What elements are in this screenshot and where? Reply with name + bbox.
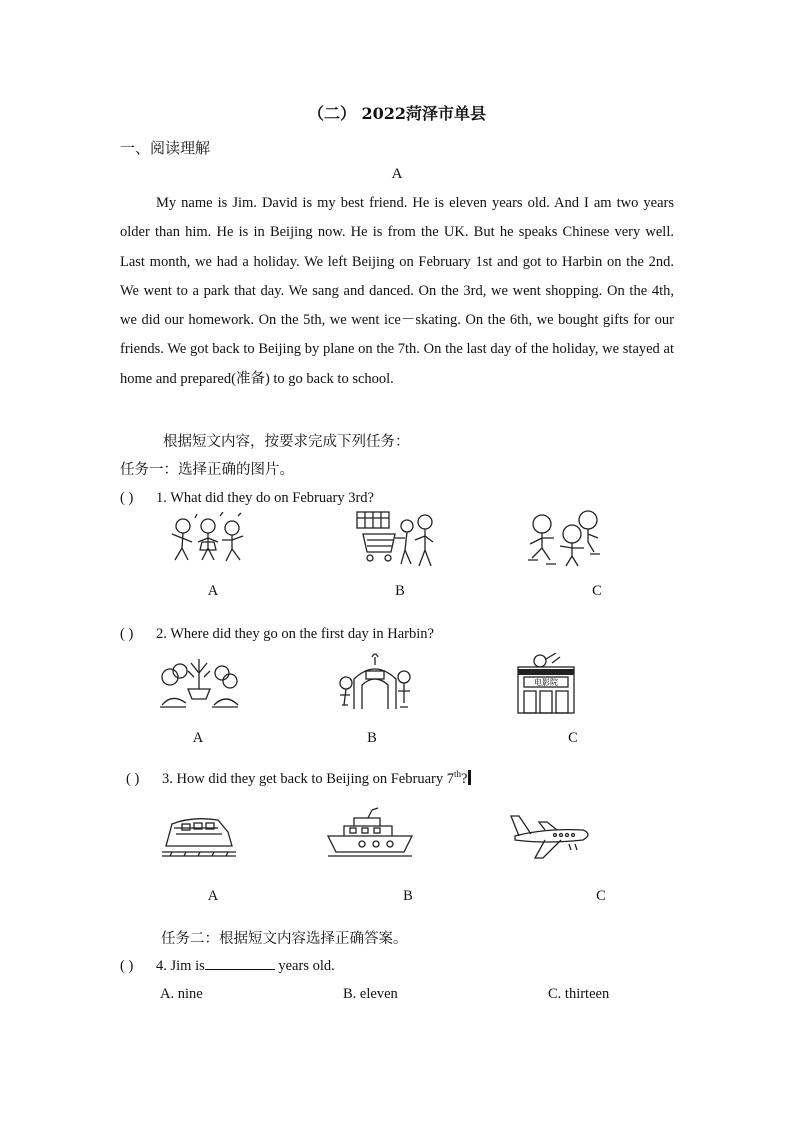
question-3 (126, 769, 471, 788)
question-text-after: years old. (274, 958, 335, 974)
passage-label: A (391, 166, 403, 182)
children-dancing-picture[interactable] (168, 512, 248, 568)
text-cursor (468, 770, 471, 785)
park-fountain-picture[interactable] (158, 653, 240, 713)
task-two-heading: 任务二：根据短文内容选择正确答案。 (161, 931, 408, 947)
question-4 (120, 957, 335, 975)
zoo-gate-picture[interactable] (334, 651, 416, 715)
cinema-sign-text: 电影院 (534, 678, 558, 687)
choice-b[interactable]: B. eleven (343, 986, 398, 1002)
answer-bracket[interactable]: ( ) (120, 490, 134, 506)
question-text: 2. Where did they go on the first day in Harbin? (156, 626, 434, 642)
question-text: 1. What did they do on February 3rd? (156, 490, 374, 506)
ice-skating-picture[interactable] (524, 508, 604, 570)
choice-a[interactable]: A. nine (160, 986, 203, 1002)
answer-bracket[interactable]: ( ) (126, 770, 140, 787)
question-text-before: 4. Jim is (156, 958, 205, 974)
option-c-label: C (596, 888, 606, 904)
answer-bracket[interactable]: ( ) (120, 626, 134, 642)
cinema-building-picture[interactable] (516, 653, 576, 715)
question-2 (120, 626, 434, 643)
option-a-label: A (207, 583, 219, 599)
question-1 (120, 490, 374, 507)
page-title: （二） 2022菏泽市单县 (307, 104, 487, 123)
train-picture[interactable] (162, 812, 236, 860)
passage-text: My name is Jim. David is my best friend. He is eleven years old. And I am two years older than him. He is in Beijing now. He is from the UK. But he speaks Chinese very well. Last month, we had a holiday. We left Beijing on February 1st and got to Harbin on the 2nd. We went to a park that day. We sang and danced. On the 3rd, we went shopping. On the 4th, we did our homework. On the 5th, we went ice－skating. On the 6th, we bought gifts for our friends. We got back to Beijing by plane on the 7th. On the last day of the holiday, we stayed at home and prepared(准备) to go back to school. (120, 195, 674, 387)
ship-picture[interactable] (326, 806, 414, 858)
section-heading: 一、阅读理解 (120, 139, 211, 157)
task-one-heading: 任务一：选择正确的图片。 (120, 462, 294, 478)
option-a-label: A (207, 888, 219, 904)
answer-blank[interactable] (205, 957, 275, 970)
reading-passage (120, 189, 674, 394)
answer-bracket[interactable]: ( ) (120, 958, 134, 974)
option-c-label: C (592, 583, 602, 599)
option-b-label: B (367, 730, 377, 746)
ordinal-suffix: th (453, 769, 461, 779)
question-text: 3. How did they get back to Beijing on February 7 (162, 770, 454, 787)
question-mark: ? (460, 770, 468, 787)
shopping-cart-picture[interactable] (355, 508, 437, 570)
choice-c[interactable]: C. thirteen (548, 986, 610, 1002)
option-a-label: A (192, 730, 204, 746)
option-c-label: C (568, 730, 578, 746)
instruction: 根据短文内容，按要求完成下列任务： (163, 434, 410, 450)
option-b-label: B (395, 583, 405, 599)
option-b-label: B (403, 888, 413, 904)
plane-picture[interactable] (505, 810, 593, 862)
